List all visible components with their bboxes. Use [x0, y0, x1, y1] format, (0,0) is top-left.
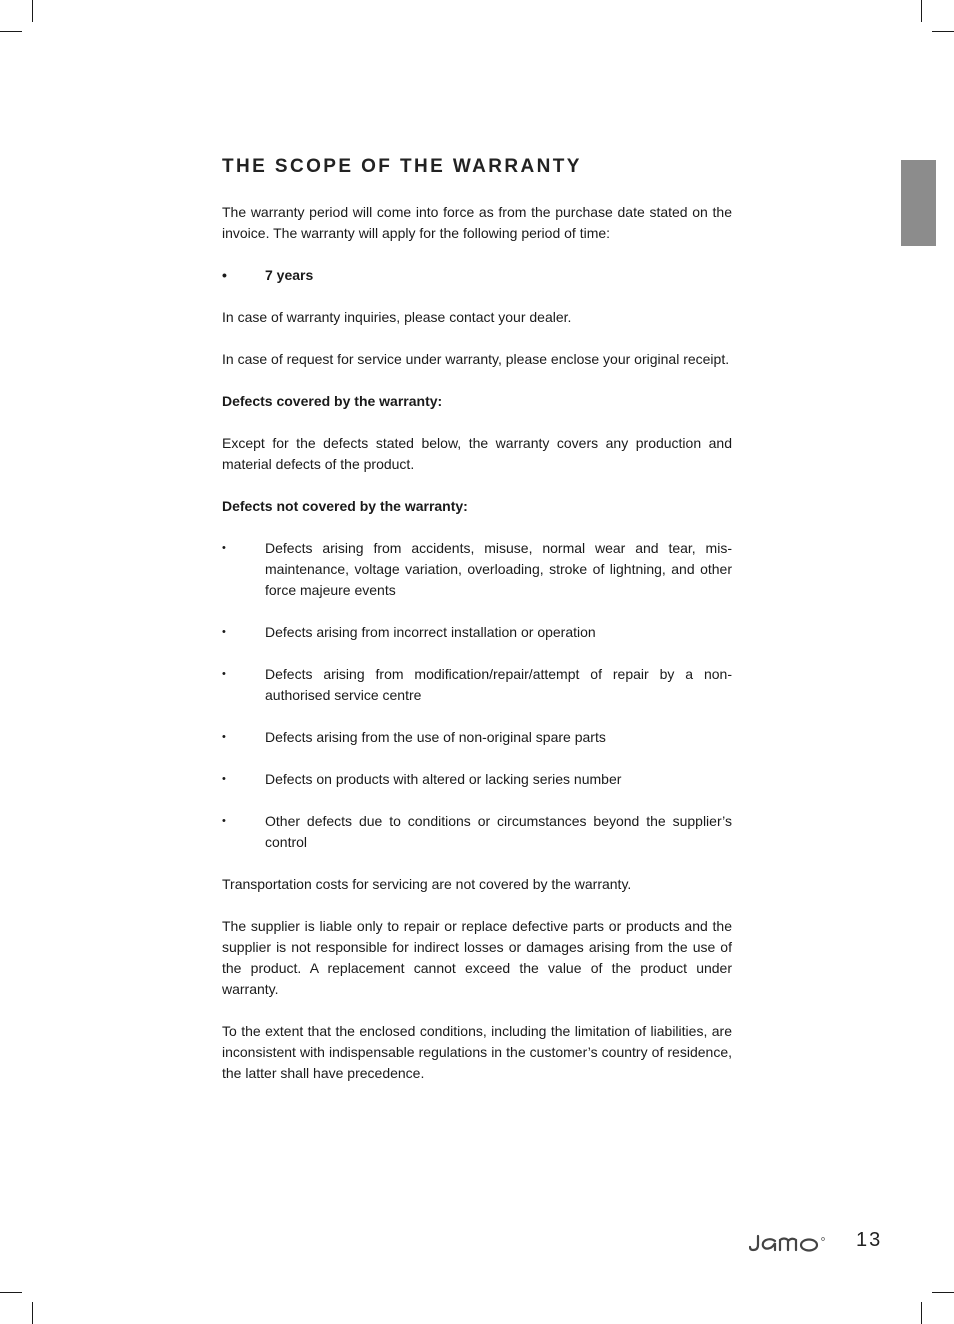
list-item [222, 727, 732, 748]
list-item [222, 811, 732, 853]
crop-mark [0, 31, 22, 32]
dealer-contact-paragraph: In case of warranty inquiries, please contact your dealer. [222, 309, 572, 325]
not-covered-heading: Defects not covered by the warranty: [222, 498, 468, 514]
covered-heading: Defects covered by the warranty: [222, 393, 443, 409]
crop-mark [932, 1292, 954, 1293]
crop-mark [0, 1292, 22, 1293]
bullet-icon: • [222, 731, 226, 743]
bullet-icon: • [222, 626, 226, 638]
crop-mark [932, 31, 954, 32]
bullet-icon: • [222, 815, 226, 827]
bullet-icon: • [222, 773, 226, 785]
list-item-text: Defects arising from modification/repair/attempt of repair by a non-authorised service centre [265, 666, 732, 703]
precedence-paragraph: To the extent that the enclosed conditions, including the limitation of liabilities, are inconsistent with indispensable regulations in the customer’s country of residence, the latter shall have precedence. [222, 1023, 732, 1081]
crop-mark [32, 0, 33, 22]
warranty-period: 7 years [265, 267, 314, 283]
page-title: THE SCOPE OF THE WARRANTY [222, 156, 582, 177]
warranty-section [222, 156, 732, 1084]
list-item-text: Defects arising from accidents, misuse, normal wear and tear, mis-maintenance, voltage variation, overloading, stroke of lightning, and other force majeure events [265, 540, 732, 598]
list-item [222, 538, 732, 601]
bullet-icon: • [222, 267, 227, 283]
transport-paragraph: Transportation costs for servicing are not covered by the warranty. [222, 876, 632, 892]
bullet-icon: • [222, 668, 226, 680]
list-item [222, 622, 732, 643]
crop-mark [921, 1302, 922, 1324]
crop-mark [32, 1302, 33, 1324]
section-tab [901, 160, 936, 246]
crop-mark [921, 0, 922, 22]
list-item-text: Defects on products with altered or lacking series number [265, 771, 622, 787]
page-number: 13 [856, 1229, 883, 1251]
list-item [222, 664, 732, 706]
jamo-logo [749, 1231, 827, 1253]
list-item-text: Other defects due to conditions or circumstances beyond the supplier’s control [265, 813, 732, 850]
liability-paragraph: The supplier is liable only to repair or replace defective parts or products and the supplier is not responsible for indirect losses or damages arising from the use of the product. A replacement cannot exceed the value of the product under warranty. [222, 918, 732, 997]
covered-paragraph: Except for the defects stated below, the warranty covers any production and material defects of the product. [222, 435, 732, 472]
list-item-text: Defects arising from incorrect installation or operation [265, 624, 596, 640]
intro-paragraph: The warranty period will come into force as from the purchase date stated on the invoice. The warranty will apply for the following period of time: [222, 204, 732, 241]
list-item [222, 769, 732, 790]
bullet-icon: • [222, 542, 226, 554]
list-item-text: Defects arising from the use of non-original spare parts [265, 729, 606, 745]
receipt-paragraph: In case of request for service under warranty, please enclose your original receipt. [222, 351, 730, 367]
warranty-period-item [222, 265, 732, 286]
